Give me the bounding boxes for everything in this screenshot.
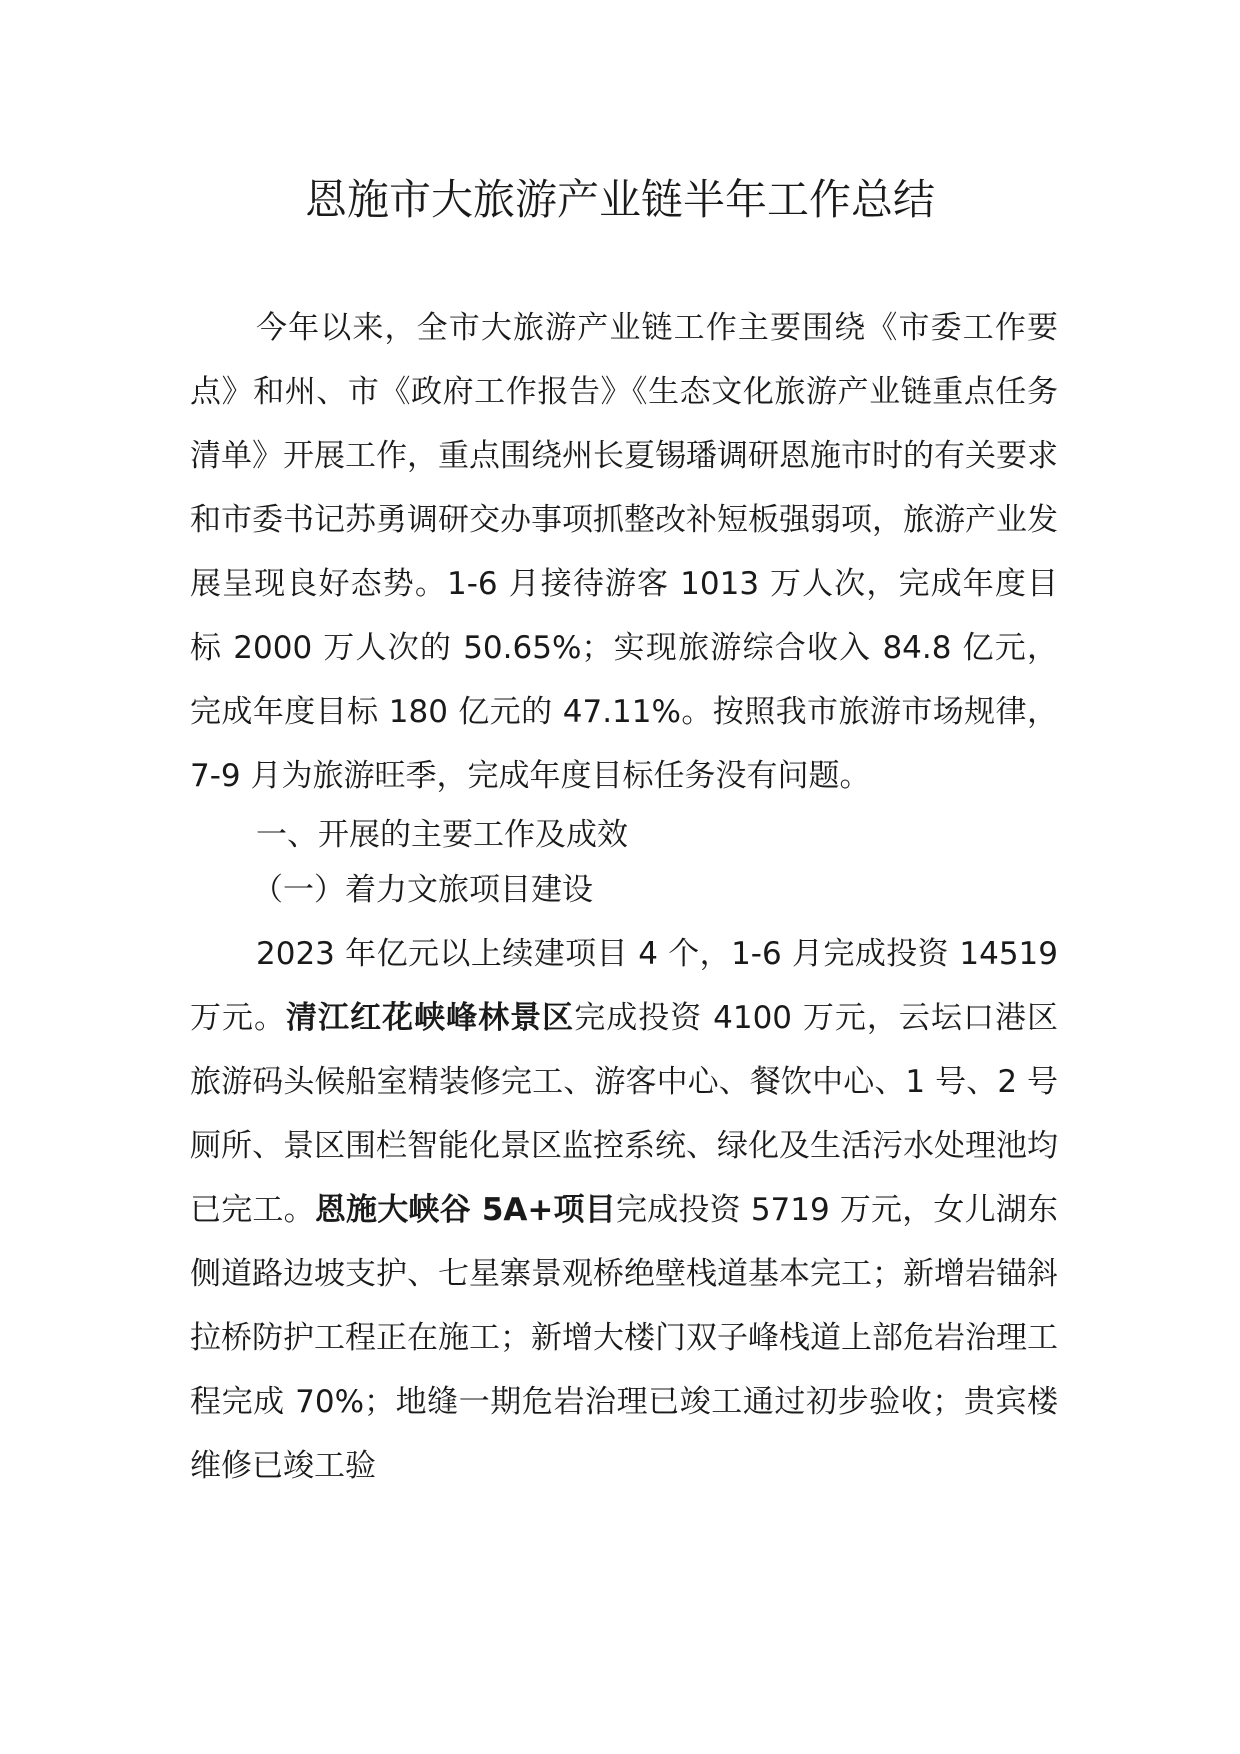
document-title: 恩施市大旅游产业链半年工作总结 [304,175,935,224]
project-text-qingjiang: 完成投资 4100 万元，云坛口港区旅游码头候船室精装修完工、游客中心、餐饮中心、1 号、2 号厕所、景区围栏智能化景区监控系统、绿化及生活污水处理池均已完工。 [190,1000,1058,1228]
intro-paragraph: 今年以来，全市大旅游产业链工作主要围绕《市委工作要点》和州、市《政府工作报告》《生态文化旅游产业链重点任务清单》开展工作，重点围绕州长夏锡璠调研恩施市时的有关要求和市委书记苏勇调研交办事项抓整改补短板强弱项，旅游产业发展呈现良好态势。1-6 月接待游客 1013 万人次，完成年度目标 2000 万人次的 50.65%；实现旅游综合收入 84.8 亿元，完成年度目标 180 亿元的 47.11%。按照我市旅游市场规律，7-9 月为旅游旺季，完成年度目标任务没有问题。 [190,310,1058,794]
project-name-grand-canyon: 恩施大峡谷 5A+项目 [314,1192,616,1228]
document-body [190,296,1058,1498]
project-name-qingjiang: 清江红花峡峰林景区 [286,1000,575,1036]
project-intro-text: 2023 年亿元以上续建项目 4 个，1-6 月完成投资 14519 万元。 [190,936,1058,1036]
project-text-grand-canyon: 完成投资 5719 万元，女儿湖东侧道路边坡支护、七星寨景观桥绝壁栈道基本完工；新增岩锚斜拉桥防护工程正在施工；新增大楼门双子峰栈道上部危岩治理工程完成 70%；地缝一期危岩治理已竣工通过初步验收；贵宾楼维修已竣工验 [190,1192,1058,1484]
subsection-heading: （一）着力文旅项目建设 [252,872,593,908]
project-paragraph [190,922,1058,1498]
section-heading: 一、开展的主要工作及成效 [256,817,628,853]
